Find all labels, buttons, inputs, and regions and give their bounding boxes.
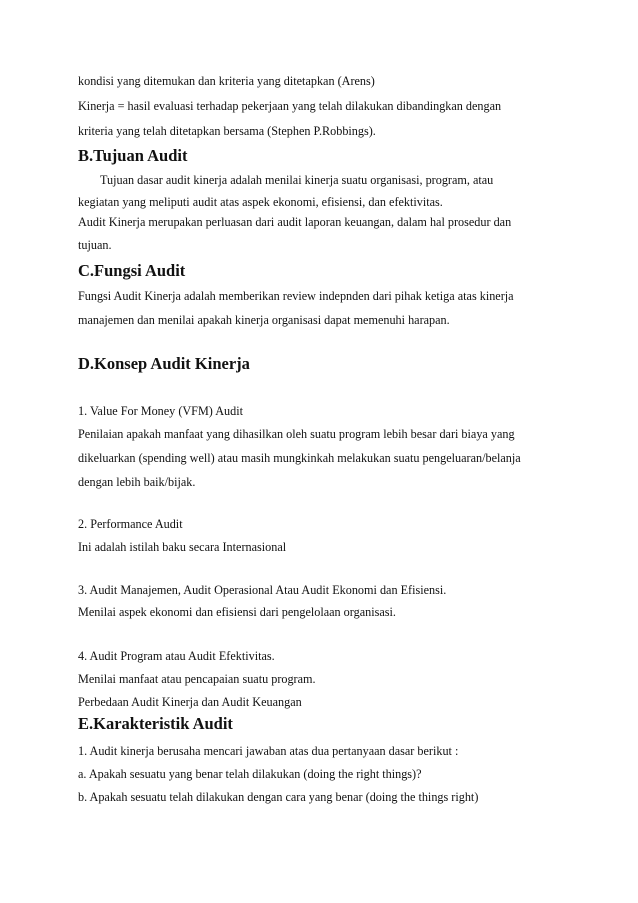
- section-c-line-2: manajemen dan menilai apakah kinerja organisasi dapat memenuhi harapan.: [78, 313, 450, 327]
- section-d-item-4-title: 4. Audit Program atau Audit Efektivitas.: [78, 649, 275, 663]
- section-b-line-3: Audit Kinerja merupakan perluasan dari audit laporan keuangan, dalam hal prosedur dan: [78, 215, 512, 229]
- section-e-line-2: a. Apakah sesuatu yang benar telah dilakukan (doing the right things)?: [78, 767, 422, 781]
- section-e-line-3: b. Apakah sesuatu telah dilakukan dengan cara yang benar (doing the things right): [78, 790, 479, 804]
- intro-line-2: Kinerja = hasil evaluasi terhadap pekerjaan yang telah dilakukan dibandingkan dengan: [78, 99, 502, 113]
- section-d-item-4-line-1: Menilai manfaat atau pencapaian suatu program.: [78, 672, 316, 686]
- section-c-line-1: Fungsi Audit Kinerja adalah memberikan review indepnden dari pihak ketiga atas kinerja: [78, 289, 514, 303]
- section-b-line-1: Tujuan dasar audit kinerja adalah menilai kinerja suatu organisasi, program, atau: [100, 173, 494, 187]
- section-b-line-4: tujuan.: [78, 238, 112, 252]
- section-d-item-4-line-2: Perbedaan Audit Kinerja dan Audit Keuangan: [78, 695, 302, 709]
- section-d-item-1-line-1: Penilaian apakah manfaat yang dihasilkan oleh suatu program lebih besar dari biaya yang: [78, 427, 515, 441]
- intro-line-3: kriteria yang telah ditetapkan bersama (Stephen P.Robbings).: [78, 124, 376, 138]
- section-b-heading: B.Tujuan Audit: [78, 146, 188, 165]
- section-d-item-2-line-1: Ini adalah istilah baku secara Internasional: [78, 540, 287, 554]
- section-e-line-1: 1. Audit kinerja berusaha mencari jawaban atas dua pertanyaan dasar berikut :: [78, 744, 459, 758]
- section-d-item-3-title: 3. Audit Manajemen, Audit Operasional Atau Audit Ekonomi dan Efisiensi.: [78, 583, 447, 597]
- section-e-heading: E.Karakteristik Audit: [78, 714, 233, 733]
- section-d-item-2-title: 2. Performance Audit: [78, 517, 183, 531]
- intro-line-1: kondisi yang ditemukan dan kriteria yang ditetapkan (Arens): [78, 74, 375, 88]
- section-d-item-3-line-1: Menilai aspek ekonomi dan efisiensi dari pengelolaan organisasi.: [78, 605, 396, 619]
- section-d-item-1-line-2: dikeluarkan (spending well) atau masih mungkinkah melakukan suatu pengeluaran/belanja: [78, 451, 521, 465]
- section-b-line-2: kegiatan yang meliputi audit atas aspek ekonomi, efisiensi, dan efektivitas.: [78, 195, 443, 209]
- section-d-item-1-line-3: dengan lebih baik/bijak.: [78, 475, 196, 489]
- section-d-item-1-title: 1. Value For Money (VFM) Audit: [78, 404, 243, 418]
- section-c-heading: C.Fungsi Audit: [78, 261, 186, 280]
- section-d-heading: D.Konsep Audit Kinerja: [78, 354, 250, 373]
